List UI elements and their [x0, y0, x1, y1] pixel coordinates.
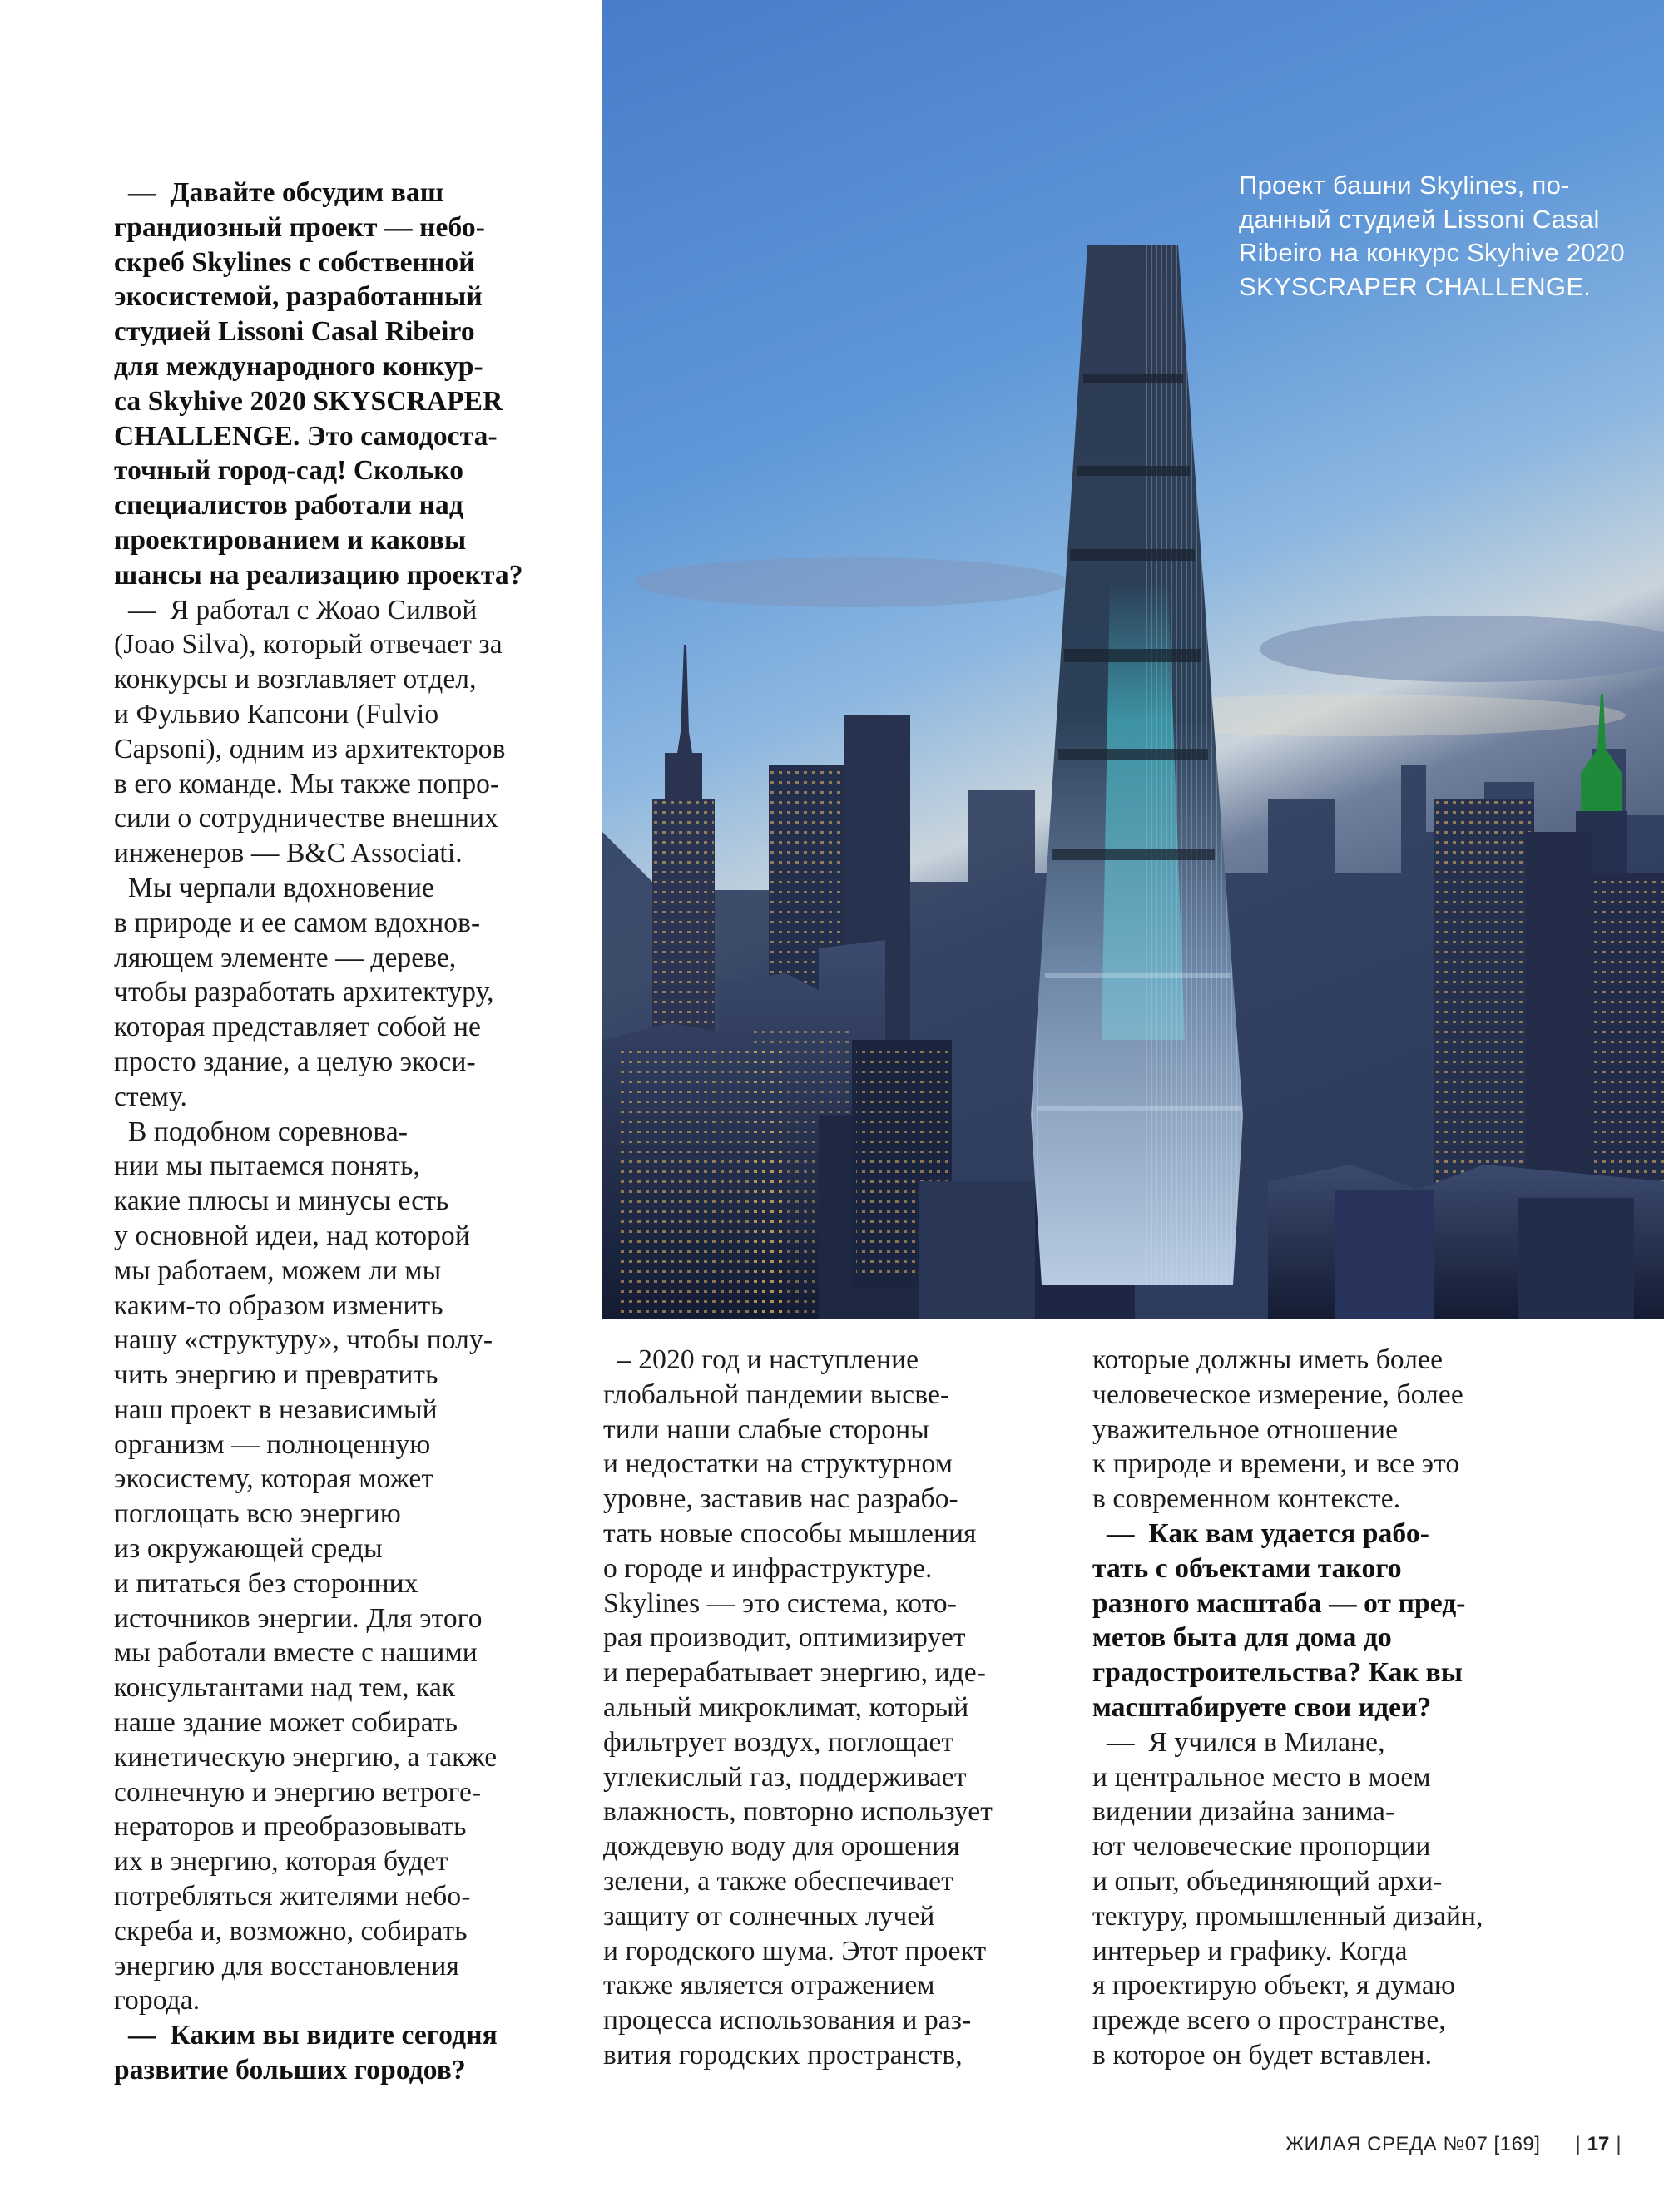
answer-text-line: В подобном соревнова- [114, 1116, 409, 1147]
answer-text-line: прежде всего о пространстве, [1092, 2005, 1446, 2036]
question-text-line: — Давайте обсудим ваш [114, 177, 444, 208]
answer-text-line: к природе и времени, и все это [1092, 1448, 1460, 1480]
answer-text-line: солнечную и энергию ветроге- [114, 1776, 482, 1808]
answer-text-line: в которое он будет вставлен. [1092, 2039, 1433, 2071]
answer-text-line: у основной идеи, над которой [114, 1220, 470, 1251]
answer-text-line: я проектирую объект, я думаю [1092, 1970, 1456, 2002]
question-text-line: масштабируете свои идеи? [1092, 1691, 1432, 1723]
question-text-line: скреб Skylines с собственной [114, 246, 475, 278]
footer-separator: | [1575, 2133, 1581, 2155]
answer-text-line: о городе и инфраструктуре. [603, 1552, 933, 1584]
answer-text-line: углекислый газ, поддерживает [603, 1761, 967, 1793]
answer-text-line: из окружающей среды [114, 1533, 383, 1565]
question-text-line: са Skyhive 2020 SKYSCRAPER [114, 385, 503, 417]
page-number: 17 [1587, 2133, 1610, 2155]
skyscraper-photo [602, 0, 1664, 1319]
answer-text-line: наш проект в независимый [114, 1393, 438, 1425]
question-text-line: — Как вам удается рабо- [1092, 1517, 1429, 1549]
question-text-line: — Каким вы видите сегодня [114, 2020, 498, 2051]
answer-text-line: Мы черпали вдохновение [114, 872, 434, 903]
article-column-3 [1092, 1343, 1575, 2073]
answer-text-line: Skylines — это система, кото- [603, 1587, 958, 1619]
answer-text-line: фильтрует воздух, поглощает [603, 1726, 954, 1758]
question-text-line: развитие больших городов? [114, 2055, 466, 2086]
answer-text-line: потребляться жителями небо- [114, 1881, 471, 1913]
answer-text-line: которая представляет собой не [114, 1012, 481, 1043]
answer-text-line: Capsoni), одним из архитекторов [114, 733, 506, 765]
answer-text-line: инженеров — B&C Associati. [114, 838, 463, 869]
question-text-line: для международного конкур- [114, 350, 483, 382]
answer-text-line: поглощать всю энергию [114, 1498, 401, 1530]
question-text-line: шансы на реализацию проекта? [114, 559, 523, 591]
article-column-1 [114, 176, 588, 2088]
answer-text-line: вития городских пространств, [603, 2039, 963, 2071]
answer-text-line: защиту от солнечных лучей [603, 1900, 935, 1932]
answer-text-line: человеческое измерение, более [1092, 1378, 1463, 1410]
question-text-line: градостроительства? Как вы [1092, 1657, 1463, 1689]
answer-text-line: нераторов и преобразовывать [114, 1811, 467, 1843]
page-footer [1285, 2130, 1628, 2160]
answer-text-line: тили наши слабые стороны [603, 1413, 929, 1445]
answer-text-line: тать новые способы мышления [603, 1517, 977, 1549]
answer-text-line: просто здание, а целую экоси- [114, 1046, 476, 1077]
photo-caption [1239, 169, 1664, 304]
question-text-line: метов быта для дома до [1092, 1622, 1392, 1654]
answer-text-line: их в энергию, которая будет [114, 1846, 448, 1878]
answer-text-line: (Joao Silva), который отвечает за [114, 629, 503, 661]
answer-text-line: ляющем элементе — дереве, [114, 942, 457, 973]
answer-text-line: и питаться без сторонних [114, 1567, 418, 1599]
answer-text-line: процесса использования и раз- [603, 2005, 972, 2036]
answer-text-line: дождевую воду для орошения [603, 1831, 960, 1863]
answer-text-line: организм — полноценную [114, 1428, 431, 1460]
answer-text-line: рая производит, оптимизирует [603, 1622, 966, 1654]
answer-text-line: уровне, заставив нас разрабо- [603, 1483, 958, 1515]
caption-line: Ribeiro на конкурс Skyhive 2020 [1239, 238, 1625, 267]
answer-text-line: наше здание может собирать [114, 1707, 458, 1739]
answer-text-line: и перерабатывает энергию, иде- [603, 1657, 987, 1689]
magazine-issue-label: ЖИЛАЯ СРЕДА №07 [169] [1285, 2133, 1541, 2155]
answer-text-line: города. [114, 1985, 201, 2017]
answer-text-line: и центральное место в моем [1092, 1761, 1431, 1793]
question-text-line: экосистемой, разработанный [114, 281, 483, 313]
answer-text-line: в его команде. Мы также попро- [114, 768, 500, 799]
answer-text-line: нии мы пытаемся понять, [114, 1151, 420, 1182]
answer-text-line: стему. [114, 1081, 187, 1112]
caption-line: Проект башни Skylines, по- [1239, 171, 1570, 200]
article-column-2 [603, 1343, 1069, 2073]
question-text-line: грандиозный проект — небо- [114, 211, 486, 243]
question-text-line: CHALLENGE. Это самодоста- [114, 420, 498, 452]
question-text-line: точный город-сад! Сколько [114, 455, 464, 487]
answer-text-line: скреба и, возможно, собирать [114, 1915, 468, 1947]
answer-text-line: кинетическую энергию, а также [114, 1741, 498, 1773]
footer-separator: | [1616, 2133, 1622, 2155]
answer-text-line: ют человеческие пропорции [1092, 1831, 1431, 1863]
answer-text-line: и городского шума. Этот проект [603, 1935, 987, 1967]
answer-text-line: каким-то образом изменить [114, 1289, 443, 1321]
question-text-line: разного масштаба — от пред- [1092, 1587, 1466, 1619]
answer-text-line: — Я учился в Милане, [1092, 1726, 1385, 1758]
answer-text-line: сили о сотрудничестве внешних [114, 803, 498, 834]
answer-text-line: тектуру, промышленный дизайн, [1092, 1900, 1483, 1932]
answer-text-line: конкурсы и возглавляет отдел, [114, 664, 477, 695]
answer-text-line: чтобы разработать архитектуру, [114, 977, 494, 1008]
answer-text-line: влажность, повторно использует [603, 1796, 993, 1828]
caption-line: данный студией Lissoni Casal [1239, 204, 1600, 234]
answer-text-line: также является отражением [603, 1970, 935, 2002]
caption-line: SKYSCRAPER CHALLENGE. [1239, 271, 1592, 301]
question-text-line: проектированием и каковы [114, 524, 467, 556]
answer-text-line: консультантами над тем, как [114, 1672, 456, 1704]
question-text-line: студией Lissoni Casal Ribeiro [114, 316, 475, 348]
answer-text-line: которые должны иметь более [1092, 1344, 1444, 1375]
answer-text-line: в природе и ее самом вдохнов- [114, 907, 481, 938]
answer-text-line: и опыт, объединяющий архи- [1092, 1865, 1443, 1897]
question-text-line: тать с объектами такого [1092, 1552, 1402, 1584]
answer-text-line: какие плюсы и минусы есть [114, 1185, 449, 1217]
answer-text-line: – 2020 год и наступление [603, 1344, 919, 1375]
answer-text-line: экосистему, которая может [114, 1463, 434, 1495]
answer-text-line: мы работаем, можем ли мы [114, 1254, 442, 1286]
answer-text-line: альный микроклимат, который [603, 1691, 969, 1723]
answer-text-line: в современном контексте. [1092, 1483, 1401, 1515]
answer-text-line: чить энергию и превратить [114, 1359, 438, 1391]
answer-text-line: и Фульвио Капсони (Fulvio [114, 698, 439, 730]
answer-text-line: нашу «структуру», чтобы полу- [114, 1324, 493, 1356]
answer-text-line: — Я работал с Жоао Силвой [114, 594, 478, 626]
answer-text-line: и недостатки на структурном [603, 1448, 953, 1480]
answer-text-line: интерьер и графику. Когда [1092, 1935, 1408, 1967]
answer-text-line: видении дизайна занима- [1092, 1796, 1395, 1828]
answer-text-line: энергию для восстановления [114, 1950, 459, 1982]
answer-text-line: уважительное отношение [1092, 1413, 1399, 1445]
answer-text-line: источников энергии. Для этого [114, 1602, 483, 1634]
answer-text-line: глобальной пандемии высве- [603, 1378, 950, 1410]
question-text-line: специалистов работали над [114, 490, 463, 522]
answer-text-line: зелени, а также обеспечивает [603, 1865, 953, 1897]
answer-text-line: мы работали вместе с нашими [114, 1637, 478, 1669]
